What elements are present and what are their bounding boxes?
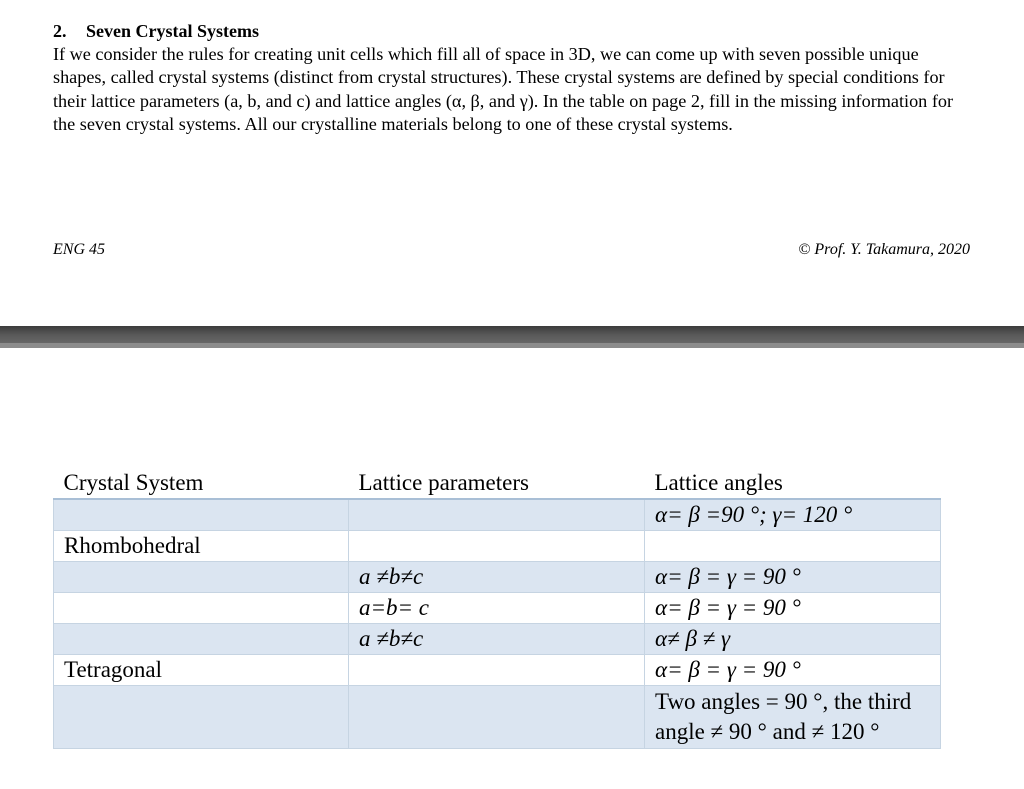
system-cell: Tetragonal [54,655,349,686]
table-row [54,499,941,531]
page-1 [0,0,1024,326]
angles-cell: α= β = γ = 90 ° [645,562,941,593]
crystal-systems-table [53,467,941,749]
table-row [54,531,941,562]
section-number: 2. [53,21,67,41]
copyright-label: © Prof. Y. Takamura, 2020 [798,241,970,258]
angles-cell[interactable] [645,531,941,562]
angles-cell: Two angles = 90 °, the third angle ≠ 90 ° and ≠ 120 ° [645,686,941,749]
system-cell[interactable] [54,686,349,749]
header-crystal-system: Crystal System [54,467,349,499]
params-cell: a ≠b≠c [349,624,645,655]
table-row [54,686,941,749]
angles-cell: α= β =90 °; γ= 120 ° [645,499,941,531]
params-cell: a=b= c [349,593,645,624]
angles-cell: α= β = γ = 90 ° [645,655,941,686]
system-cell[interactable] [54,499,349,531]
angles-cell: α≠ β ≠ γ [645,624,941,655]
system-cell[interactable] [54,593,349,624]
header-lattice-parameters: Lattice parameters [349,467,645,499]
header-lattice-angles: Lattice angles [645,467,941,499]
table-header-row [54,467,941,499]
table-row [54,593,941,624]
instructions-paragraph: If we consider the rules for creating unit cells which fill all of space in 3D, we can come up with seven possible unique shapes, called crystal systems (distinct from crystal structures). These crystal systems are defined by special conditions for their lattice parameters (a, b, and c) and lattice angles (α, β, and γ). In the table on page 2, fill in the missing information for the seven crystal systems. All our crystalline materials belong to one of these crystal systems. [53,44,954,135]
params-cell[interactable] [349,531,645,562]
params-cell[interactable] [349,686,645,749]
section-heading [53,20,259,42]
system-cell: Rhombohedral [54,531,349,562]
section-title: Seven Crystal Systems [86,21,259,41]
system-cell[interactable] [54,624,349,655]
params-cell: a ≠b≠c [349,562,645,593]
table-row [54,655,941,686]
params-cell[interactable] [349,655,645,686]
table-row [54,624,941,655]
page-divider [0,326,1024,348]
system-cell[interactable] [54,562,349,593]
course-label: ENG 45 [53,241,105,258]
angles-cell: α= β = γ = 90 ° [645,593,941,624]
table-row [54,562,941,593]
params-cell[interactable] [349,499,645,531]
